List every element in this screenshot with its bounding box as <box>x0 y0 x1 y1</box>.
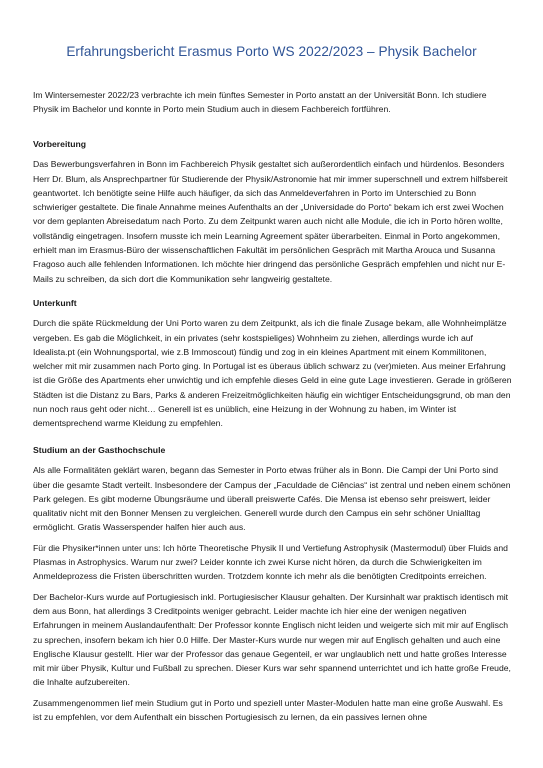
intro-paragraph <box>33 88 512 117</box>
section-paragraph: Als alle Formalitäten geklärt waren, begann das Semester in Porto etwas früher als in Bonn. Die Campi der Uni Porto sind über die gesamte Stadt verteilt. Insbesondere der Campus der „Faculdade de Ciências“ ist zentral und neben einem schönen Park gelegen. Es gibt moderne Übungsräume und überall preiswerte Cafés. Die Mensa ist ebenso sehr preiswert, leider qualitativ nicht mit den Bonner Mensen zu vergleichen. Generell wurde durch den Campus ein sehr schöner Unialltag ermöglicht. Gratis Wasserspender halfen hier auch aus. <box>33 465 511 533</box>
section-heading: Unterkunft <box>33 298 77 308</box>
intro-text: Im Wintersemester 2022/23 verbrachte ich mein fünftes Semester in Porto anstatt an der Universität Bonn. Ich studiere Physik im Bachelor und konnte in Porto mein Studium auch in diesem Fachbereich fortführen. <box>33 90 487 115</box>
section-paragraph: Der Bachelor-Kurs wurde auf Portugiesisch inkl. Portugiesischer Klausur gehalten. Der Kursinhalt war praktisch identisch mit dem aus Bonn, hat allerdings 3 Creditpoints weniger gebracht. Leider machte ich hier eine der wenigen negativen Erfahrungen in meinem Auslandaufenthalt: Der Professor konnte Englisch nicht leiden und weigerte sich mit mir auf Englisch zu sprechen, insofern bekam ich hier 0.0 Hilfe. Der Master-Kurs wurde nur wegen mir auf Englisch gehalten und auch eine Englische Klausur gestellt. Hier war der Professor das genaue Gegenteil, er war unglaublich nett und hatte großes Interesse mit mir über Physik, Kultur und Fußball zu sprechen. Dieser Kurs war sehr spannend unterrichtet und ich hatte große Freude, die Inhalte aufzubereiten. <box>33 591 511 688</box>
section-paragraph: Zusammengenommen lief mein Studium gut in Porto und speziell unter Master-Modulen hatte man eine große Auswahl. Es ist zu empfehlen, vor dem Aufenthalt ein bisschen Portugiesisch zu lernen, da ein passives lernen ohne <box>33 697 503 723</box>
section-studium <box>33 443 512 724</box>
section-paragraph: Das Bewerbungsverfahren in Bonn im Fachbereich Physik gestaltet sich außerordentlich einfach und hürdenlos. Besonders Herr Dr. Blum, als Ansprechpartner für Studierende der Physik/Astronomie hat mir immer superschnell und extrem hilfsbereit geantwortet. Ich benötigte seine Hilfe auch häufiger, da sich das Anmeldeverfahren in Porto im Unterschied zu Bonn schwieriger gestaltete. Die finale Annahme meines Aufenthalts an der „Universidade do Porto“ bekam ich erst zwei Wochen vor dem geplanten Abreisedatum nach Porto. Zu dem Zeitpunkt waren auch nicht alle Module, die ich in Porto hören wollte, vollständig eingetragen. Insofern musste ich mein Learning Agreement später überarbeiten. Einmal in Porto angekommen, erhielt man im Erasmus-Büro der wissenschaftlichen Fakultät im persönlichen Gespräch mit Martha Arouca und Susanna Fragoso auch alle fehlenden Informationen. Ich möchte hier dringend das persönliche Gespräch empfehlen und nicht nur E-Mails zu schreiben, da sich dort die Kommunikation sehr langweirig gestaltete. <box>33 159 508 284</box>
section-heading: Studium an der Gasthochschule <box>33 445 166 455</box>
section-vorbereitung <box>33 137 512 286</box>
section-paragraph: Für die Physiker*innen unter uns: Ich hörte Theoretische Physik II und Vertiefung Astrophysik (Mastermodul) über Fluids and Plasmas in Astrophysics. Warum nur zwei? Leider konnte ich zwei Kurse nicht hören, da durch die Schwierigkeiten im Anmeldeprozess die Fristen überschritten wurden. Trotzdem konnte ich mehr als die benötigten Creditpoints erreichen. <box>33 542 508 582</box>
section-paragraph: Durch die späte Rückmeldung der Uni Porto waren zu dem Zeitpunkt, als ich die finale Zusage bekam, alle Wohnheimplätze vergeben. Es gab die Möglichkeit, in ein privates (sehr kostspieliges) Wohnheim zu ziehen, allerdings wurde ich auf Idealista.pt (ein Wohnungsportal, wie z.B Immoscout) fündig und zog in ein kleines Apartment mit einem Kommilitonen, welcher mit mir zusammen nach Porto ging. In Portugal ist es überaus üblich schwarz zu (ver)mieten. Aus meiner Erfahrung ist die Größe des Apartments eher unwichtig und ich empfehle dieses Geld in eine gute Lage investieren. Gerade in größeren Städten ist die Distanz zu Bars, Parks & anderen Freizeitmöglichkeiten häufig ein wichtiger Entscheidungsgrund, ob man den nun noch raus geht oder nicht… Generell ist es unüblich, eine Heizung in der Wohnung zu haben, im Winter ist dementsprechend warme Kleidung zu empfehlen. <box>33 318 512 429</box>
section-heading: Vorbereitung <box>33 139 87 149</box>
section-unterkunft <box>33 296 512 431</box>
document-title: Erfahrungsbericht Erasmus Porto WS 2022/2023 – Physik Bachelor <box>66 44 477 59</box>
